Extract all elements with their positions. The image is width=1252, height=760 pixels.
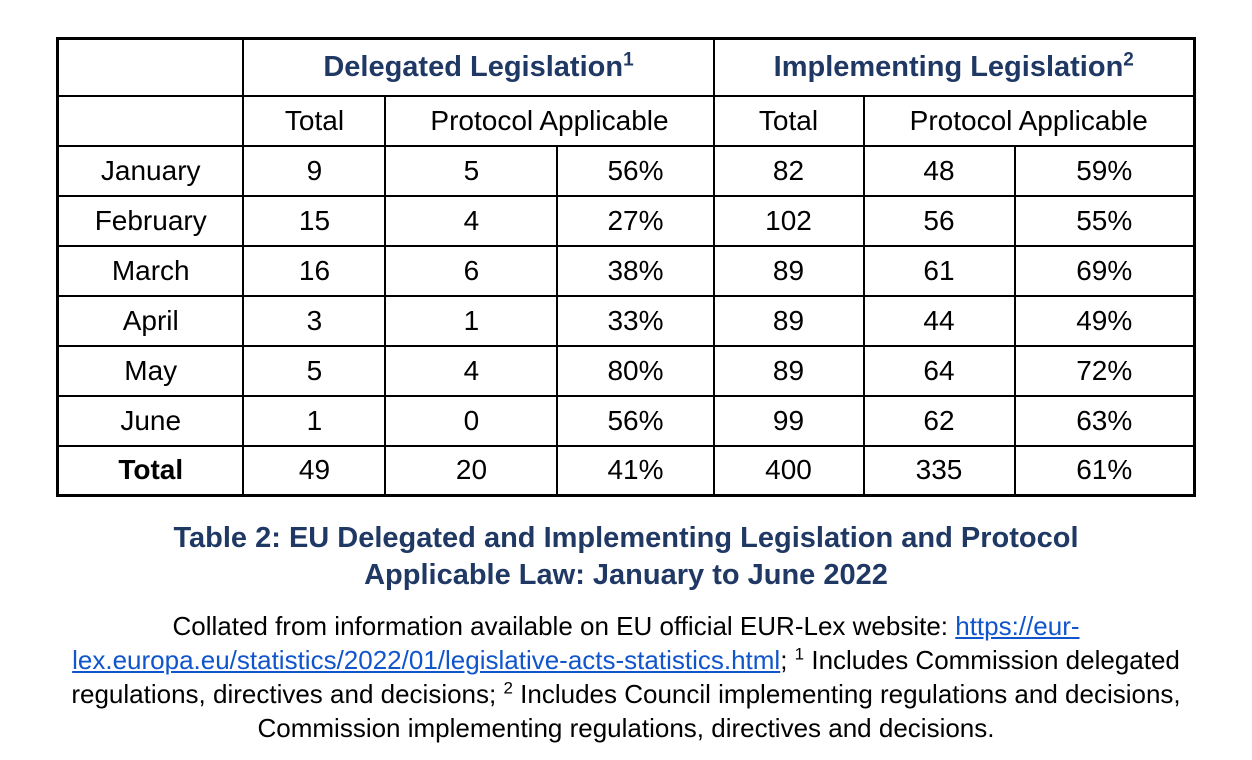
value-cell: 5 [385,146,557,196]
sub-header-row [57,96,1194,146]
legislation-table [56,37,1196,497]
value-cell: 5 [243,346,385,396]
value-cell: 0 [385,396,557,446]
group-header-row [57,39,1194,96]
value-cell: 56% [557,396,713,446]
value-cell: 61% [1015,446,1195,496]
table-row-total [57,446,1194,496]
table-row-june [57,396,1194,446]
corner-cell-2 [57,96,243,146]
value-cell: 335 [864,446,1015,496]
row-label-cell: March [57,246,243,296]
value-cell: 38% [557,246,713,296]
value-cell: 99 [714,396,864,446]
value-cell: 6 [385,246,557,296]
row-label-cell: February [57,196,243,246]
group-header-implementing [714,39,1195,96]
value-cell: 4 [385,196,557,246]
table-row-may [57,346,1194,396]
value-cell: 4 [385,346,557,396]
footnote-marker-2-header: 2 [1123,49,1134,71]
table-row-january [57,146,1194,196]
corner-cell [57,39,243,96]
table-caption: Table 2: EU Delegated and Implementing Legislation and Protocol Applicable Law: January to June 2022 [173,522,1079,591]
subheader-total-delegated: Total [243,96,385,146]
value-cell: 16 [243,246,385,296]
value-cell: 56% [557,146,713,196]
footnote-marker-1: 1 [794,644,805,664]
subheader-protocol-delegated: Protocol Applicable [385,96,713,146]
row-label-cell: May [57,346,243,396]
value-cell: 1 [385,296,557,346]
table-row-march [57,246,1194,296]
value-cell: 33% [557,296,713,346]
value-cell: 41% [557,446,713,496]
value-cell: 64 [864,346,1015,396]
value-cell: 20 [385,446,557,496]
value-cell: 48 [864,146,1015,196]
row-label-cell: January [57,146,243,196]
subheader-protocol-implementing: Protocol Applicable [864,96,1195,146]
value-cell: 3 [243,296,385,346]
value-cell: 63% [1015,396,1195,446]
value-cell: 72% [1015,346,1195,396]
value-cell: 56 [864,196,1015,246]
row-label-cell: April [57,296,243,346]
value-cell: 49 [243,446,385,496]
value-cell: 89 [714,346,864,396]
value-cell: 400 [714,446,864,496]
row-label-cell: June [57,396,243,446]
value-cell: 82 [714,146,864,196]
value-cell: 15 [243,196,385,246]
table-row-april [57,296,1194,346]
value-cell: 89 [714,296,864,346]
footnote-intro: Collated from information available on EU official EUR-Lex website: [172,611,956,641]
value-cell: 102 [714,196,864,246]
value-cell: 27% [557,196,713,246]
footnote-marker-2: 2 [503,678,513,698]
row-label-cell: Total [57,446,243,496]
footnote [64,609,1189,745]
footnote-after-link: ; [780,645,795,675]
value-cell: 55% [1015,196,1195,246]
value-cell: 59% [1015,146,1195,196]
value-cell: 44 [864,296,1015,346]
group-header-implementing-label: Implementing Legislation [773,50,1124,83]
value-cell: 61 [864,246,1015,296]
group-header-delegated-label: Delegated Legislation [323,50,624,83]
value-cell: 1 [243,396,385,446]
value-cell: 49% [1015,296,1195,346]
footnote-note-2: Includes Council implementing regulations and decisions, Commission implementing regulations, directives and decisions. [257,679,1181,743]
value-cell: 80% [557,346,713,396]
value-cell: 62 [864,396,1015,446]
value-cell: 9 [243,146,385,196]
value-cell: 89 [714,246,864,296]
group-header-delegated [243,39,713,96]
table-row-february [57,196,1194,246]
footnote-marker-1-header: 1 [623,49,634,71]
footnote-note-1: Includes Commission delegated regulations, directives and decisions; [71,645,1180,709]
subheader-total-implementing: Total [714,96,864,146]
eur-lex-link[interactable]: https://eur-lex.europa.eu/statistics/2022/01/legislative-acts-statistics.html [72,611,1080,675]
value-cell: 69% [1015,246,1195,296]
